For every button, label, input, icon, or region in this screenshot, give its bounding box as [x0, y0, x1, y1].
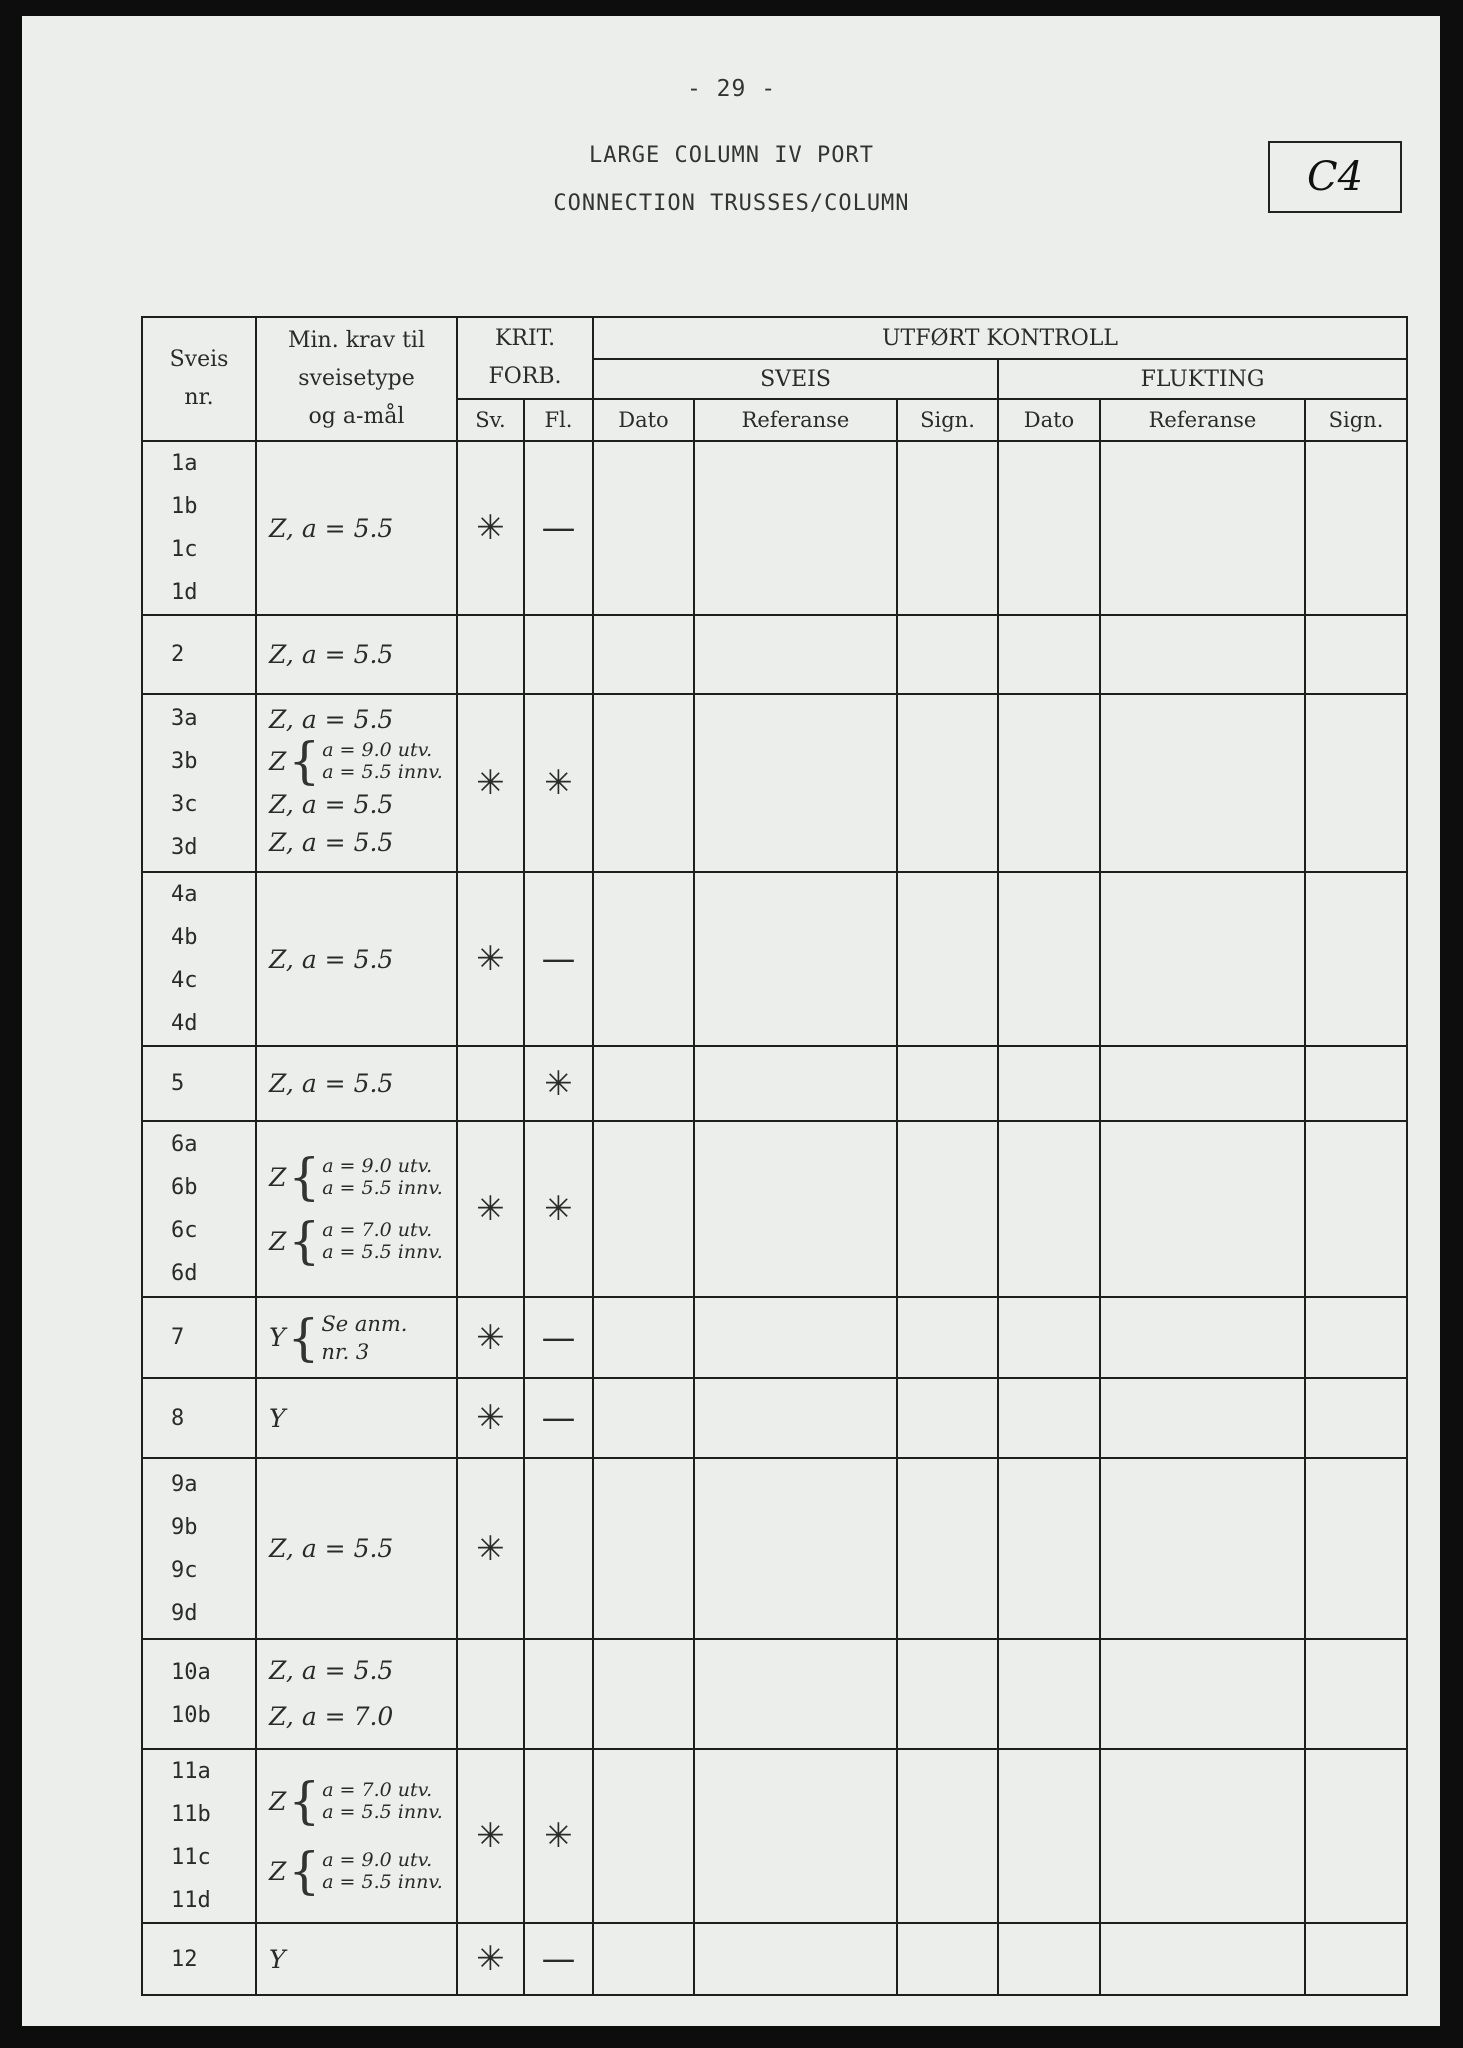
flukting-dato-cell[interactable]	[998, 1121, 1100, 1297]
weld-requirement-cell: Z { a = 7.0 utv. a = 5.5 innv. Z { a = 9.0 utv. a = 5.5 innv.	[256, 1749, 457, 1923]
flukting-dato-cell[interactable]	[998, 1378, 1100, 1458]
critical-fl-mark: —	[524, 1297, 593, 1378]
sveis-referanse-cell[interactable]	[694, 1297, 897, 1378]
flukting-sign-cell[interactable]	[1305, 1046, 1407, 1121]
flukting-sign-cell[interactable]	[1305, 1458, 1407, 1639]
flukting-referanse-cell[interactable]	[1100, 1639, 1305, 1749]
sveis-referanse-cell[interactable]	[694, 1046, 897, 1121]
sveis-sign-cell[interactable]	[897, 615, 998, 694]
flukting-sign-cell[interactable]	[1305, 441, 1407, 615]
critical-fl-mark	[524, 615, 593, 694]
weld-requirement-cell: Z, a = 5.5 Z, a = 7.0	[256, 1639, 457, 1749]
flukting-dato-cell[interactable]	[998, 1458, 1100, 1639]
weld-number-cell: 3a 3b 3c 3d	[142, 694, 256, 872]
sveis-referanse-cell[interactable]	[694, 872, 897, 1046]
weld-requirement-cell: Z, a = 5.5	[256, 615, 457, 694]
header-krit-forb: KRIT. FORB.	[457, 317, 593, 399]
critical-sv-mark: ✳	[457, 1121, 524, 1297]
sveis-referanse-cell[interactable]	[694, 615, 897, 694]
header-flukting-dato: Dato	[998, 399, 1100, 441]
flukting-referanse-cell[interactable]	[1100, 1121, 1305, 1297]
flukting-dato-cell[interactable]	[998, 1639, 1100, 1749]
weld-number-cell: 8	[142, 1378, 256, 1458]
page-number: - 29 -	[686, 76, 777, 102]
weld-requirement-cell: Z { a = 9.0 utv. a = 5.5 innv. Z { a = 7.0 utv. a = 5.5 innv.	[256, 1121, 457, 1297]
weld-requirement-cell: Y	[256, 1923, 457, 1995]
weld-number-cell: 11a 11b 11c 11d	[142, 1749, 256, 1923]
sveis-sign-cell[interactable]	[897, 1749, 998, 1923]
header-sveis-sign: Sign.	[897, 399, 998, 441]
sveis-referanse-cell[interactable]	[694, 1378, 897, 1458]
flukting-referanse-cell[interactable]	[1100, 1378, 1305, 1458]
weld-requirement-cell: Y { Se anm. nr. 3	[256, 1297, 457, 1378]
sveis-dato-cell[interactable]	[593, 1923, 694, 1995]
critical-sv-mark: ✳	[457, 441, 524, 615]
critical-fl-mark: —	[524, 872, 593, 1046]
sveis-dato-cell[interactable]	[593, 1458, 694, 1639]
sveis-sign-cell[interactable]	[897, 1458, 998, 1639]
table-row	[142, 441, 1407, 615]
weld-number-cell: 7	[142, 1297, 256, 1378]
weld-number-cell: 10a 10b	[142, 1639, 256, 1749]
sveis-dato-cell[interactable]	[593, 872, 694, 1046]
weld-requirement-cell: Z, a = 5.5	[256, 1046, 457, 1121]
flukting-sign-cell[interactable]	[1305, 1297, 1407, 1378]
weld-number-cell: 1a 1b 1c 1d	[142, 441, 256, 615]
sveis-sign-cell[interactable]	[897, 872, 998, 1046]
critical-fl-mark: ✳	[524, 1046, 593, 1121]
sveis-sign-cell[interactable]	[897, 441, 998, 615]
header-min-krav: Min. krav til sveisetype og a-mål	[256, 317, 457, 441]
flukting-dato-cell[interactable]	[998, 441, 1100, 615]
sveis-sign-cell[interactable]	[897, 1378, 998, 1458]
table-row	[142, 1297, 1407, 1378]
weld-number-cell: 6a 6b 6c 6d	[142, 1121, 256, 1297]
header-flukting-referanse: Referanse	[1100, 399, 1305, 441]
weld-number-cell: 2	[142, 615, 256, 694]
critical-sv-mark: ✳	[457, 1458, 524, 1639]
critical-sv-mark	[457, 1046, 524, 1121]
table-row	[142, 872, 1407, 1046]
weld-number-cell: 12	[142, 1923, 256, 1995]
table-row	[142, 1923, 1407, 1995]
sveis-sign-cell[interactable]	[897, 1923, 998, 1995]
flukting-referanse-cell[interactable]	[1100, 1458, 1305, 1639]
sveis-sign-cell[interactable]	[897, 1121, 998, 1297]
table-row	[142, 1378, 1407, 1458]
critical-fl-mark: ✳	[524, 1749, 593, 1923]
sveis-referanse-cell[interactable]	[694, 441, 897, 615]
weld-requirement-cell: Z, a = 5.5	[256, 872, 457, 1046]
header-sveis-nr: Sveis nr.	[142, 317, 256, 441]
flukting-referanse-cell[interactable]	[1100, 1749, 1305, 1923]
weld-control-table	[141, 316, 1408, 1996]
table-row	[142, 1458, 1407, 1639]
document-code-box: C4	[1268, 141, 1402, 213]
table-row	[142, 1121, 1407, 1297]
sveis-sign-cell[interactable]	[897, 1639, 998, 1749]
table-row	[142, 1639, 1407, 1749]
flukting-sign-cell[interactable]	[1305, 1378, 1407, 1458]
critical-fl-mark	[524, 1639, 593, 1749]
header-utfort-kontroll: UTFØRT KONTROLL	[593, 317, 1407, 359]
critical-sv-mark: ✳	[457, 872, 524, 1046]
title-line-2: CONNECTION TRUSSES/COLUMN	[553, 191, 910, 216]
table-row	[142, 1046, 1407, 1121]
table-row	[142, 615, 1407, 694]
flukting-referanse-cell[interactable]	[1100, 1297, 1305, 1378]
flukting-sign-cell[interactable]	[1305, 1923, 1407, 1995]
flukting-dato-cell[interactable]	[998, 1046, 1100, 1121]
sveis-referanse-cell[interactable]	[694, 1923, 897, 1995]
critical-fl-mark: —	[524, 1923, 593, 1995]
sveis-dato-cell[interactable]	[593, 1639, 694, 1749]
flukting-dato-cell[interactable]	[998, 1297, 1100, 1378]
flukting-referanse-cell[interactable]	[1100, 694, 1305, 872]
sveis-dato-cell[interactable]	[593, 1046, 694, 1121]
sveis-referanse-cell[interactable]	[694, 1749, 897, 1923]
header-flukting-sign: Sign.	[1305, 399, 1407, 441]
critical-fl-mark: ✳	[524, 694, 593, 872]
weld-requirement-cell: Y	[256, 1378, 457, 1458]
sveis-dato-cell[interactable]	[593, 1749, 694, 1923]
flukting-referanse-cell[interactable]	[1100, 1046, 1305, 1121]
sveis-dato-cell[interactable]	[593, 1378, 694, 1458]
critical-fl-mark: —	[524, 1378, 593, 1458]
weld-requirement-cell: Z, a = 5.5	[256, 441, 457, 615]
sveis-sign-cell[interactable]	[897, 1297, 998, 1378]
critical-sv-mark	[457, 615, 524, 694]
flukting-sign-cell[interactable]	[1305, 872, 1407, 1046]
flukting-dato-cell[interactable]	[998, 1923, 1100, 1995]
sveis-referanse-cell[interactable]	[694, 1458, 897, 1639]
sveis-sign-cell[interactable]	[897, 694, 998, 872]
header-sveis-dato: Dato	[593, 399, 694, 441]
flukting-referanse-cell[interactable]	[1100, 441, 1305, 615]
weld-number-cell: 9a 9b 9c 9d	[142, 1458, 256, 1639]
flukting-sign-cell[interactable]	[1305, 1749, 1407, 1923]
critical-sv-mark	[457, 1639, 524, 1749]
critical-fl-mark	[524, 1458, 593, 1639]
weld-number-cell: 5	[142, 1046, 256, 1121]
flukting-sign-cell[interactable]	[1305, 1121, 1407, 1297]
flukting-dato-cell[interactable]	[998, 872, 1100, 1046]
header-sveis: SVEIS	[593, 359, 998, 399]
table-row	[142, 1749, 1407, 1923]
critical-sv-mark: ✳	[457, 694, 524, 872]
header-sveis-referanse: Referanse	[694, 399, 897, 441]
flukting-dato-cell[interactable]	[998, 694, 1100, 872]
flukting-sign-cell[interactable]	[1305, 694, 1407, 872]
sveis-sign-cell[interactable]	[897, 1046, 998, 1121]
weld-number-cell: 4a 4b 4c 4d	[142, 872, 256, 1046]
critical-sv-mark: ✳	[457, 1749, 524, 1923]
sveis-referanse-cell[interactable]	[694, 1121, 897, 1297]
sveis-dato-cell[interactable]	[593, 1297, 694, 1378]
flukting-dato-cell[interactable]	[998, 1749, 1100, 1923]
sveis-dato-cell[interactable]	[593, 694, 694, 872]
sveis-dato-cell[interactable]	[593, 1121, 694, 1297]
critical-fl-mark: —	[524, 441, 593, 615]
sveis-referanse-cell[interactable]	[694, 1639, 897, 1749]
critical-fl-mark: ✳	[524, 1121, 593, 1297]
flukting-referanse-cell[interactable]	[1100, 872, 1305, 1046]
weld-requirement-cell: Z, a = 5.5	[256, 1458, 457, 1639]
flukting-referanse-cell[interactable]	[1100, 1923, 1305, 1995]
flukting-referanse-cell[interactable]	[1100, 615, 1305, 694]
header-fl: Fl.	[524, 399, 593, 441]
title-line-1: LARGE COLUMN IV PORT	[589, 143, 874, 168]
header-flukting: FLUKTING	[998, 359, 1407, 399]
flukting-dato-cell[interactable]	[998, 615, 1100, 694]
critical-sv-mark: ✳	[457, 1378, 524, 1458]
flukting-sign-cell[interactable]	[1305, 1639, 1407, 1749]
sveis-referanse-cell[interactable]	[694, 694, 897, 872]
table-row	[142, 694, 1407, 872]
critical-sv-mark: ✳	[457, 1297, 524, 1378]
critical-sv-mark: ✳	[457, 1923, 524, 1995]
flukting-sign-cell[interactable]	[1305, 615, 1407, 694]
sveis-dato-cell[interactable]	[593, 441, 694, 615]
sveis-dato-cell[interactable]	[593, 615, 694, 694]
header-sv: Sv.	[457, 399, 524, 441]
weld-requirement-cell: Z, a = 5.5 Z { a = 9.0 utv. a = 5.5 innv. Z, a = 5.5 Z, a = 5.5	[256, 694, 457, 872]
